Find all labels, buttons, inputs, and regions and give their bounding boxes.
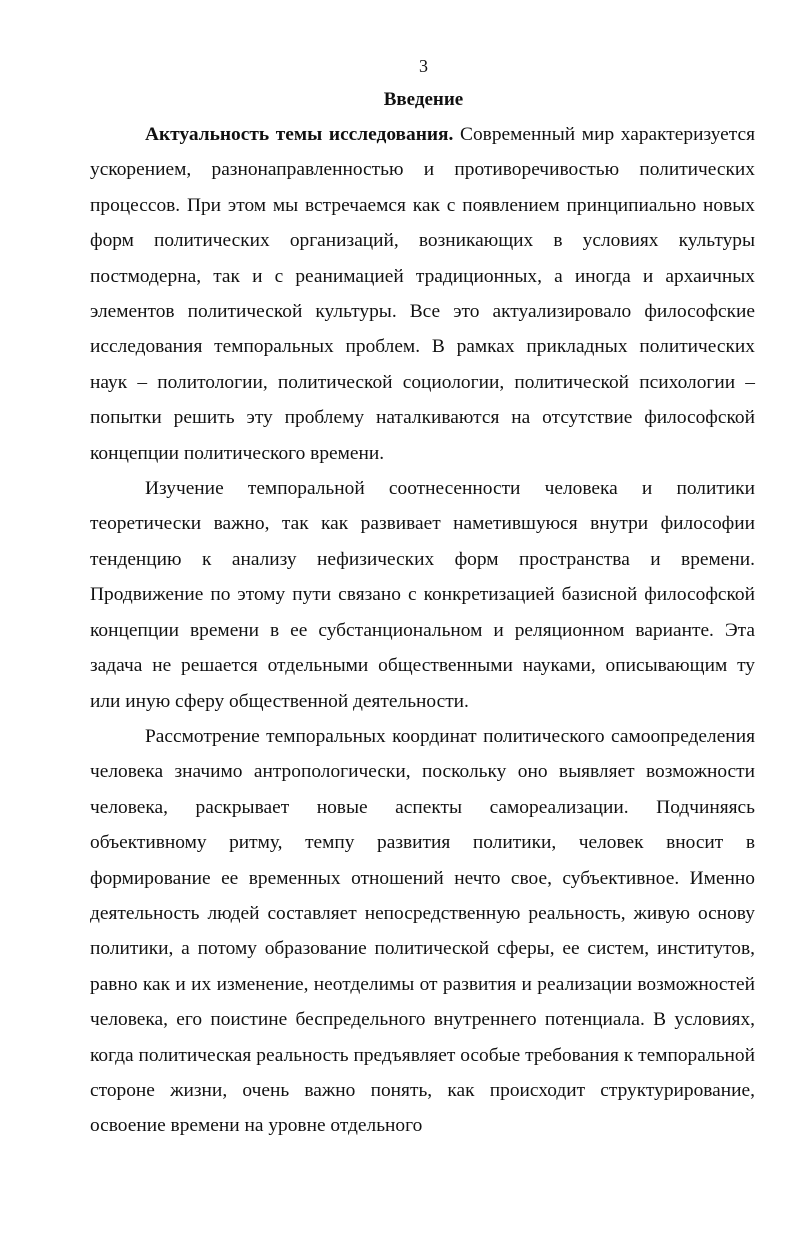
body-text — [90, 117, 755, 1144]
paragraph-lead: Актуальность темы исследования. — [145, 124, 454, 145]
paragraph-relevance — [90, 117, 755, 471]
paragraph-theoretical: Изучение темпоральной соотнесенности человека и политики теоретически важно, так как развивает наметившуюся внутри философии тенденцию к анализу нефизических форм пространства и времени. Продвижение по этому пути связано с конкретизацией базисной философской концепции времени в ее субстанциональном и реляционном варианте. Эта задача не решается отдельными общественными науками, описывающим ту или иную сферу общественной деятельности. — [90, 478, 755, 712]
paragraph-anthropological: Рассмотрение темпоральных координат политического самоопределения человека значимо антропологически, поскольку оно выявляет возможности человека, раскрывает новые аспекты самореализации. Подчиняясь объективному ритму, темпу развития политики, человек вносит в формирование ее временных отношений нечто свое, субъективное. Именно деятельность людей составляет непосредственную реальность, живую основу политики, а потому образование политической сферы, ее систем, институтов, равно как и их изменение, неотделимы от развития и реализации возможностей человека, его поистине беспредельного внутреннего потенциала. В условиях, когда политическая реальность предъявляет особые требования к темпоральной стороне жизни, очень важно понять, как происходит структурирование, освоение времени на уровне отдельного — [90, 725, 755, 1137]
section-heading: Введение — [383, 89, 464, 110]
page-number: 3 — [419, 56, 428, 76]
paragraph-text: Современный мир характеризуется ускорением, разнонаправленностью и противоречивостью политических процессов. При этом мы встречаемся как с появлением принципиально новых форм политических организаций, возникающих в условиях культуры постмодерна, так и с реанимацией традиционных, а иногда и архаичных элементов политической культуры. Все это актуализировало философские исследования темпоральных проблем. В рамках прикладных политических наук – политологии, политической социологии, политической психологии – попытки решить эту проблему наталкиваются на отсутствие философской концепции политического времени. — [90, 124, 755, 464]
